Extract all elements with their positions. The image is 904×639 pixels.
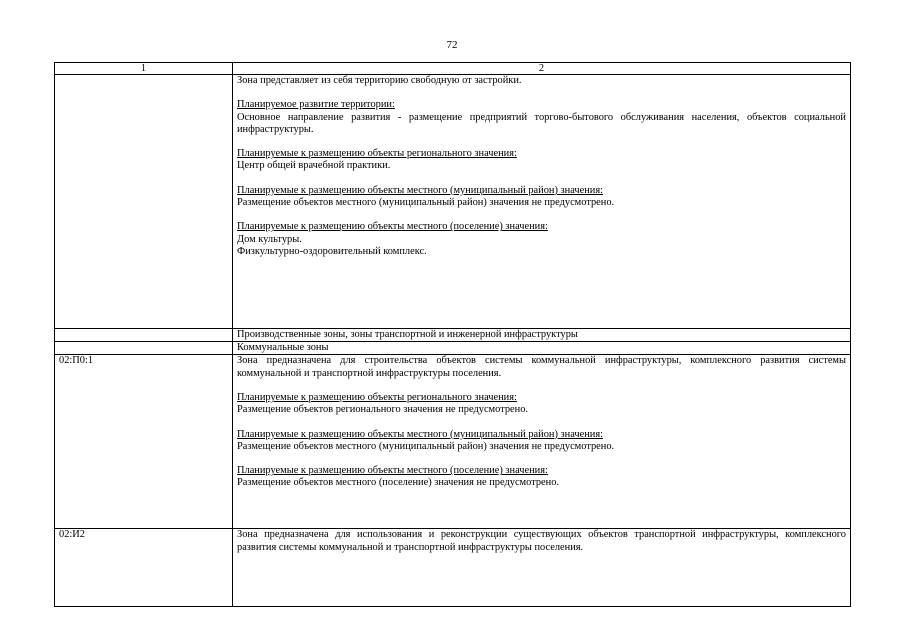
zone-description-cell	[233, 529, 851, 607]
development-text: Основное направление развития - размещение предприятий торгово-бытового обслуживания населения, объектов социальной инфраструктуры.	[237, 111, 846, 135]
municipal-objects-heading: Планируемые к размещению объекты местного (муниципальный район) значения:	[237, 428, 604, 440]
zone-intro-text: Зона предназначена для строительства объектов системы коммунальной инфраструктуры, комплексного развития системы коммунальной и транспортной инфраструктуры поселения.	[237, 355, 846, 379]
zone-code-cell: 02:И2	[55, 529, 233, 607]
municipal-objects-heading: Планируемые к размещению объекты местного (муниципальный район) значения:	[237, 184, 604, 196]
zone-description-cell	[233, 355, 851, 529]
local-objects-heading: Планируемые к размещению объекты местного (поселение) значения:	[237, 221, 548, 233]
zone-intro-text: Зона предназначена для использования и реконструкции существующих объектов транспортной инфраструктуры, комплексного развития системы коммунальной и транспортной инфраструктуры поселения.	[237, 529, 846, 553]
municipal-objects-text: Размещение объектов местного (муниципальный район) значения не предусмотрено.	[237, 196, 615, 208]
local-object-item: Дом культуры.	[237, 233, 302, 245]
local-objects-heading: Планируемые к размещению объекты местного (поселение) значения:	[237, 465, 548, 477]
table-row	[55, 529, 851, 607]
section-row	[55, 329, 851, 342]
section-heading: Производственные зоны, зоны транспортной и инженерной инфраструктуры	[233, 329, 851, 342]
zone-code-cell: 02:П0:1	[55, 355, 233, 529]
table-row	[55, 355, 851, 529]
page-number: 72	[446, 39, 458, 51]
table-header-row	[55, 63, 851, 75]
zone-code-cell	[55, 75, 233, 329]
local-objects-text: Размещение объектов местного (поселение) значения не предусмотрено.	[237, 477, 560, 489]
regional-objects-text: Центр общей врачебной практики.	[237, 160, 391, 172]
zones-table	[54, 62, 851, 607]
regional-objects-heading: Планируемые к размещению объекты регионального значения:	[237, 148, 517, 160]
regional-objects-heading: Планируемые к размещению объекты регионального значения:	[237, 392, 517, 403]
zone-intro-text: Зона представляет из себя территорию свободную от застройки.	[237, 75, 522, 86]
table-row	[55, 75, 851, 329]
local-object-item: Физкультурно-оздоровительный комплекс.	[237, 245, 427, 257]
subsection-heading: Коммунальные зоны	[233, 342, 851, 355]
column-header-1: 1	[55, 63, 233, 75]
zone-description-cell	[233, 75, 851, 329]
development-heading: Планируемое развитие территории:	[237, 99, 395, 111]
municipal-objects-text: Размещение объектов местного (муниципальный район) значения не предусмотрено.	[237, 440, 615, 452]
column-header-2: 2	[233, 63, 851, 75]
subsection-row	[55, 342, 851, 355]
regional-objects-text: Размещение объектов регионального значения не предусмотрено.	[237, 404, 529, 416]
